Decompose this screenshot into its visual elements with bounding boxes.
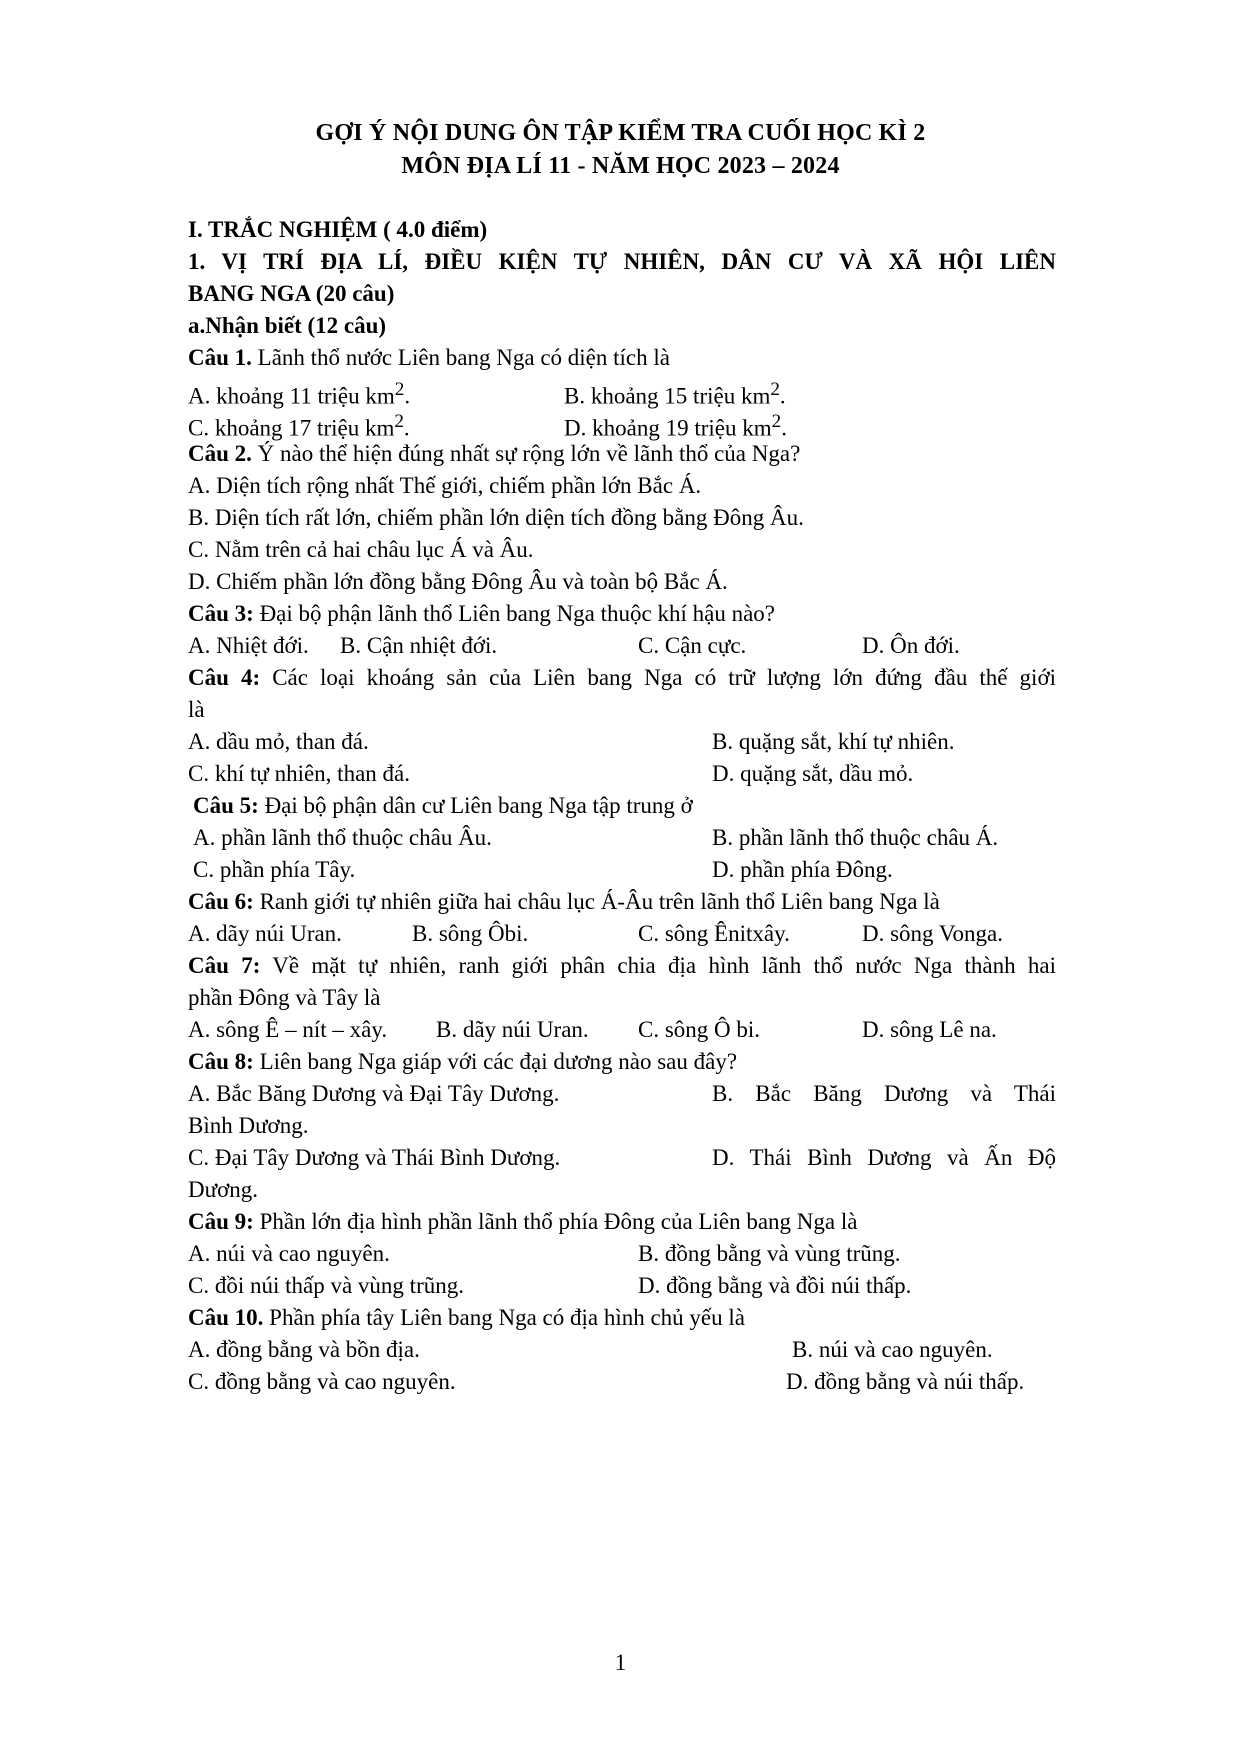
option-a: A. núi và cao nguyên. <box>188 1241 390 1266</box>
option-a: A. đồng bằng và bồn địa. <box>188 1337 420 1362</box>
question-6 <box>188 887 1056 917</box>
option-b: B. đồng bằng và vùng trũng. <box>638 1241 901 1266</box>
level-heading: a.Nhận biết (12 câu) <box>188 313 387 338</box>
question-7 <box>188 951 1056 981</box>
question-label: Câu 7: <box>188 953 261 978</box>
part-heading: I. TRẮC NGHIỆM ( 4.0 điểm) <box>188 217 488 242</box>
option-c: C. Cận cực. <box>638 633 747 658</box>
question-4 <box>188 663 1056 693</box>
question-9 <box>188 1207 1056 1237</box>
superscript: 2 <box>394 379 405 400</box>
topic-heading-line-1: 1. VỊ TRÍ ĐỊA LÍ, ĐIỀU KIỆN TỰ NHIÊN, DÂN CƯ VÀ XÃ HỘI LIÊN <box>188 249 1056 274</box>
question-2 <box>188 439 1056 469</box>
superscript: 2 <box>771 411 782 432</box>
option-d: D. Thái Bình Dương và Ấn Độ <box>712 1145 1056 1170</box>
topic-heading-line-2: BANG NGA (20 câu) <box>188 281 395 306</box>
question-label: Câu 4: <box>188 665 261 690</box>
option-b: B. quặng sắt, khí tự nhiên. <box>712 729 955 754</box>
question-text: Phần phía tây Liên bang Nga có địa hình chủ yếu là <box>263 1305 745 1330</box>
question-text: Các loại khoáng sản của Liên bang Nga có trữ lượng lớn đứng đầu thế giới <box>260 665 1057 690</box>
option-d: D. Ôn đới. <box>862 633 960 658</box>
question-5 <box>193 791 1061 821</box>
option-d: D. sông Vonga. <box>862 921 1003 946</box>
option-b: B. Diện tích rất lớn, chiếm phần lớn diện tích đồng bằng Đông Âu. <box>188 505 804 530</box>
question-text: Ranh giới tự nhiên giữa hai châu lục Á-Âu trên lãnh thổ Liên bang Nga là <box>253 889 940 914</box>
question-7-continued: phần Đông và Tây là <box>188 985 381 1010</box>
question-text: Ý nào thể hiện đúng nhất sự rộng lớn về lãnh thổ của Nga? <box>251 441 801 466</box>
option-d: D. phần phía Đông. <box>712 857 893 882</box>
question-text: Về mặt tự nhiên, ranh giới phân chia địa hình lãnh thổ nước Nga thành hai <box>260 953 1056 978</box>
option-text: A. khoảng 11 triệu km <box>188 383 395 409</box>
document-title-line-1: GỢI Ý NỘI DUNG ÔN TẬP KIỂM TRA CUỐI HỌC KÌ 2 <box>315 120 926 146</box>
period: . <box>779 383 786 409</box>
period: . <box>404 383 411 409</box>
question-3 <box>188 599 1056 629</box>
question-10 <box>188 1303 1056 1333</box>
option-b: B. dãy núi Uran. <box>436 1017 589 1042</box>
option-d: D. sông Lê na. <box>862 1017 997 1042</box>
option-c: C. đồng bằng và cao nguyên. <box>188 1369 456 1394</box>
superscript: 2 <box>394 411 404 432</box>
period: . <box>781 415 787 441</box>
question-label: Câu 6: <box>188 889 254 914</box>
question-text: Phần lớn địa hình phần lãnh thổ phía Đông của Liên bang Nga là <box>253 1209 858 1234</box>
option-c: C. đồi núi thấp và vùng trũng. <box>188 1273 464 1298</box>
option-a: A. Nhiệt đới. <box>188 633 309 658</box>
question-text: Liên bang Nga giáp với các đại dương nào sau đây? <box>253 1049 738 1074</box>
question-label: Câu 3: <box>188 601 254 626</box>
option-c: C. phần phía Tây. <box>193 857 356 882</box>
question-label: Câu 8: <box>188 1049 254 1074</box>
question-label: Câu 10. <box>188 1305 264 1330</box>
option-b: B. núi và cao nguyên. <box>792 1337 993 1362</box>
option-a: A. dãy núi Uran. <box>188 921 342 946</box>
option-c: C. sông Ô bi. <box>638 1017 761 1042</box>
option-text: D. khoảng 19 triệu km <box>564 415 772 441</box>
question-label: Câu 2. <box>188 441 252 466</box>
document-title-line-2: MÔN ĐỊA LÍ 11 - NĂM HỌC 2023 – 2024 <box>401 153 840 179</box>
option-a: A. sông Ê – nít – xây. <box>188 1017 388 1042</box>
option-d: D. Chiếm phần lớn đồng bằng Đông Âu và toàn bộ Bắc Á. <box>188 569 728 594</box>
question-label: Câu 9: <box>188 1209 254 1234</box>
question-text: Đại bộ phận lãnh thổ Liên bang Nga thuộc khí hậu nào? <box>253 601 776 626</box>
option-c: C. Nằm trên cả hai châu lục Á và Âu. <box>188 537 534 562</box>
question-label: Câu 5: <box>193 793 259 818</box>
option-b: B. Bắc Băng Dương và Thái <box>712 1081 1056 1106</box>
option-b: B. phần lãnh thổ thuộc châu Á. <box>712 825 999 850</box>
option-a: A. Diện tích rộng nhất Thế giới, chiếm phần lớn Bắc Á. <box>188 473 702 498</box>
question-text: Lãnh thổ nước Liên bang Nga có diện tích là <box>251 345 670 370</box>
question-8 <box>188 1047 1056 1077</box>
option-d: D. đồng bằng và đồi núi thấp. <box>638 1273 912 1298</box>
question-1 <box>188 343 1056 373</box>
option-b: B. Cận nhiệt đới. <box>340 633 498 658</box>
question-text: Đại bộ phận dân cư Liên bang Nga tập trung ở <box>258 793 693 818</box>
option-d-continued: Dương. <box>188 1177 258 1202</box>
period: . <box>403 415 410 441</box>
question-label: Câu 1. <box>188 345 252 370</box>
page-number: 1 <box>614 1650 627 1675</box>
question-4-continued: là <box>188 697 205 722</box>
option-c: C. khí tự nhiên, than đá. <box>188 761 410 786</box>
option-text: B. khoảng 15 triệu km <box>564 383 771 409</box>
option-c: C. Đại Tây Dương và Thái Bình Dương. <box>188 1145 561 1170</box>
option-a: A. dầu mỏ, than đá. <box>188 729 369 754</box>
option-b-continued: Bình Dương. <box>188 1113 309 1138</box>
option-text: C. khoảng 17 triệu km <box>188 415 395 441</box>
option-c: C. sông Ênitxây. <box>638 921 790 946</box>
superscript: 2 <box>770 379 780 400</box>
option-d: D. quặng sắt, dầu mỏ. <box>712 761 914 786</box>
option-a: A. Bắc Băng Dương và Đại Tây Dương. <box>188 1081 560 1106</box>
option-b: B. sông Ôbi. <box>412 921 529 946</box>
option-d: D. đồng bằng và núi thấp. <box>786 1369 1025 1394</box>
option-a: A. phần lãnh thổ thuộc châu Âu. <box>193 825 492 850</box>
